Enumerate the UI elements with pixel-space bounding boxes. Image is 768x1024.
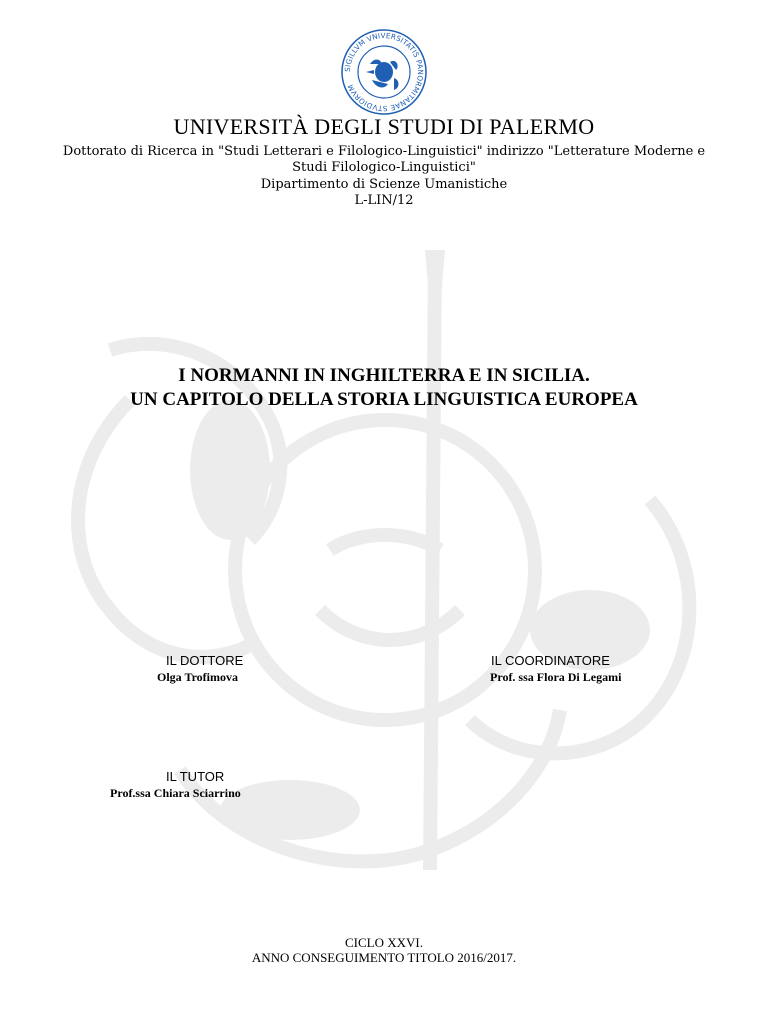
coordinator-name: Prof. ssa Flora Di Legami (490, 670, 622, 684)
coordinator-role: IL COORDINATORE (491, 653, 610, 668)
doctorate-line-1: Dottorato di Ricerca in "Studi Letterari e Filologico-Linguistici" indirizzo "Letterature Moderne e (62, 144, 706, 159)
seal-watermark (30, 250, 740, 900)
doctor-name: Olga Trofimova (157, 670, 238, 684)
sector-code: L-LIN/12 (354, 193, 414, 208)
cycle: CICLO XXVI. (345, 935, 423, 950)
graduation-year: ANNO CONSEGUIMENTO TITOLO 2016/2017. (251, 950, 517, 965)
tutor-name: Prof.ssa Chiara Sciarrino (110, 786, 241, 800)
university-seal-logo (340, 28, 428, 116)
tutor-role: IL TUTOR (166, 769, 225, 784)
department: Dipartimento di Scienze Umanistiche (260, 177, 508, 192)
thesis-title-line-1: I NORMANNI IN INGHILTERRA E IN SICILIA. (178, 365, 590, 386)
thesis-title-line-2: UN CAPITOLO DELLA STORIA LINGUISTICA EUROPEA (130, 389, 638, 410)
seal-ring-text: SIGILLVM VNIVERSITATIS PANORMITANAE STVDIORVM (342, 30, 426, 114)
university-name: UNIVERSITÀ DEGLI STUDI DI PALERMO (173, 114, 595, 139)
doctor-role: IL DOTTORE (166, 653, 244, 668)
doctorate-line-2: Studi Filologico-Linguistici" (292, 160, 476, 175)
